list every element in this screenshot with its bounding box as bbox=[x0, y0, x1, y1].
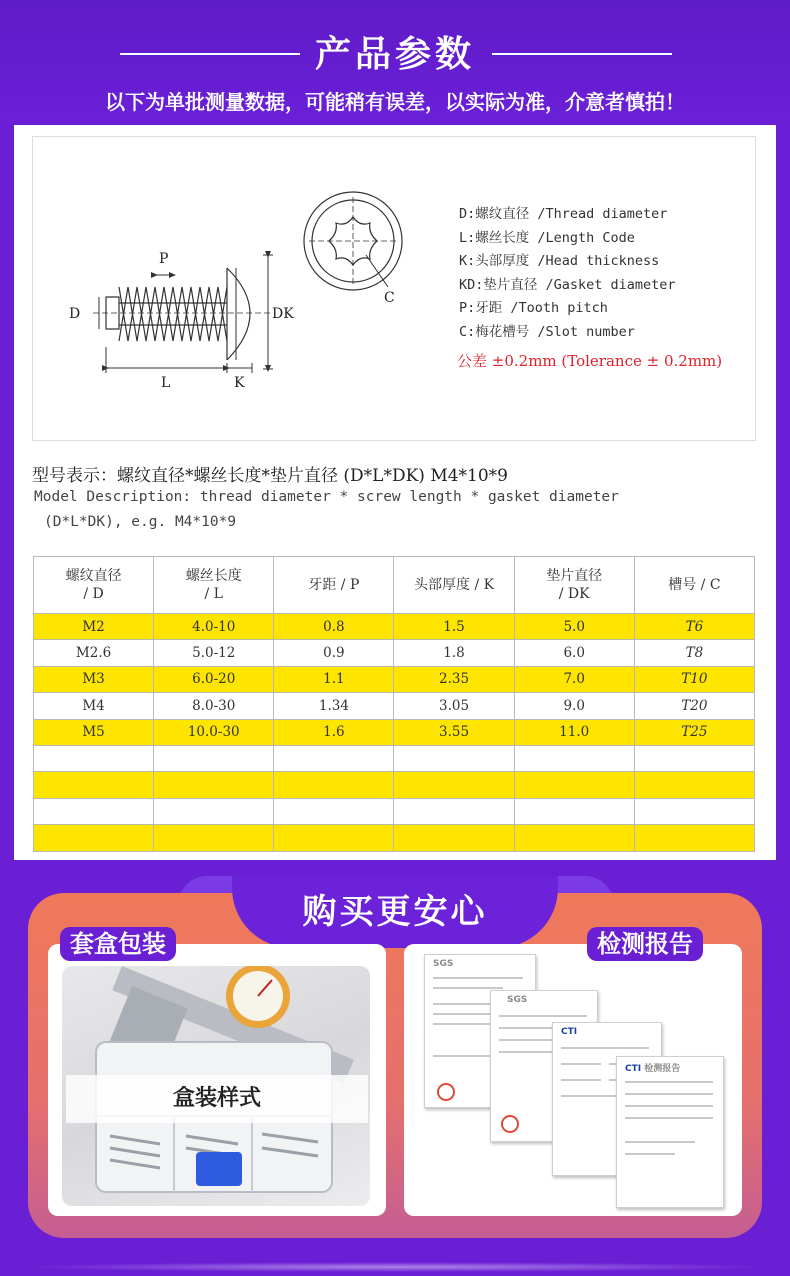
table-header-row bbox=[34, 557, 755, 614]
table-cell bbox=[154, 798, 274, 824]
doc-line bbox=[625, 1117, 713, 1119]
table-cell bbox=[154, 772, 274, 798]
table-cell: M3 bbox=[34, 666, 154, 692]
doc-line bbox=[625, 1141, 695, 1143]
col-header bbox=[514, 557, 634, 614]
header-text: 头部厚度 / K bbox=[414, 577, 495, 593]
table-cell bbox=[394, 825, 514, 851]
table-cell bbox=[34, 798, 154, 824]
doc-line bbox=[625, 1105, 713, 1107]
table-cell: 4.0-10 bbox=[154, 614, 274, 640]
spec-table bbox=[33, 556, 755, 852]
table-cell: M2.6 bbox=[34, 640, 154, 666]
doc-line bbox=[625, 1093, 713, 1095]
header-text: 螺丝长度 / L bbox=[185, 568, 242, 602]
table-cell bbox=[514, 798, 634, 824]
table-cell: M4 bbox=[34, 693, 154, 719]
report-tag: 检测报告 bbox=[587, 927, 703, 961]
table-cell bbox=[274, 772, 394, 798]
table-cell bbox=[154, 825, 274, 851]
table-cell bbox=[34, 745, 154, 771]
label-p: P bbox=[159, 251, 169, 267]
table-cell: 0.9 bbox=[274, 640, 394, 666]
table-cell: 5.0-12 bbox=[154, 640, 274, 666]
model-description-en: Model Description: thread diameter * screw length * gasket diameter bbox=[34, 489, 619, 505]
table-row bbox=[34, 798, 755, 824]
table-cell bbox=[274, 798, 394, 824]
table-cell: 7.0 bbox=[514, 666, 634, 692]
sgs-logo: SGS bbox=[433, 959, 454, 969]
table-cell bbox=[34, 772, 154, 798]
doc-title: 检测报告 bbox=[644, 1064, 681, 1074]
table-cell bbox=[514, 745, 634, 771]
screw-diagram bbox=[32, 136, 756, 441]
model-description-cn: 型号表示：螺纹直径*螺丝长度*垫片直径 (D*L*DK) M4*10*9 bbox=[32, 466, 508, 486]
col-header bbox=[34, 557, 154, 614]
legend-item: C:梅花槽号 /Slot number bbox=[459, 323, 635, 340]
table-cell: 1.8 bbox=[394, 640, 514, 666]
table-cell: 0.8 bbox=[274, 614, 394, 640]
header-text: 槽号 / C bbox=[668, 577, 721, 593]
doc-line bbox=[625, 1153, 675, 1155]
table-row bbox=[34, 614, 755, 640]
table-cell: 1.34 bbox=[274, 693, 394, 719]
table-cell: 1.1 bbox=[274, 666, 394, 692]
table-cell: 1.6 bbox=[274, 719, 394, 745]
sgs-logo: SGS bbox=[507, 995, 528, 1005]
table-cell: 6.0-20 bbox=[154, 666, 274, 692]
table-cell bbox=[514, 772, 634, 798]
table-cell: 1.5 bbox=[394, 614, 514, 640]
table-cell: T8 bbox=[634, 640, 754, 666]
table-cell bbox=[634, 772, 754, 798]
legend-item: P:牙距 /Tooth pitch bbox=[459, 300, 608, 316]
table-cell: T10 bbox=[634, 666, 754, 692]
table-row bbox=[34, 666, 755, 692]
cti-logo-text: CTI bbox=[625, 1064, 642, 1074]
doc-line bbox=[433, 1055, 493, 1057]
label-c: C bbox=[384, 290, 395, 306]
table-cell: 2.35 bbox=[394, 666, 514, 692]
table-cell bbox=[274, 825, 394, 851]
legend-item: K:头部厚度 /Head thickness bbox=[459, 253, 660, 269]
table-cell: M5 bbox=[34, 719, 154, 745]
col-header bbox=[154, 557, 274, 614]
cti-logo bbox=[561, 1027, 577, 1037]
table-row bbox=[34, 719, 755, 745]
bottom-shadow bbox=[20, 1262, 770, 1272]
table-row bbox=[34, 825, 755, 851]
table-row bbox=[34, 640, 755, 666]
table-cell: 6.0 bbox=[514, 640, 634, 666]
doc-line bbox=[561, 1079, 601, 1081]
header bbox=[0, 0, 790, 125]
header-text: 垫片直径 / DK bbox=[546, 568, 603, 602]
buy-banner-title: 购买更安心 bbox=[302, 892, 488, 932]
table-row bbox=[34, 745, 755, 771]
label-dk: DK bbox=[272, 306, 294, 322]
doc-line bbox=[433, 977, 523, 979]
table-cell: T6 bbox=[634, 614, 754, 640]
box-caption: 盒装样式 bbox=[66, 1075, 368, 1123]
table-cell: 3.55 bbox=[394, 719, 514, 745]
l-k-dimension bbox=[106, 347, 252, 373]
table-cell bbox=[634, 745, 754, 771]
content-area bbox=[14, 125, 776, 860]
doc-line bbox=[499, 1051, 559, 1053]
table-cell bbox=[634, 798, 754, 824]
header-text: 螺纹直径 / D bbox=[65, 568, 122, 602]
doc-line bbox=[625, 1081, 713, 1083]
report-doc bbox=[616, 1056, 724, 1208]
table-cell: T25 bbox=[634, 719, 754, 745]
legend-item: L:螺丝长度 /Length Code bbox=[459, 229, 635, 246]
table-cell: 8.0-30 bbox=[154, 693, 274, 719]
doc-line bbox=[499, 1015, 587, 1017]
table-cell: 5.0 bbox=[514, 614, 634, 640]
col-header bbox=[634, 557, 754, 614]
table-cell: 10.0-30 bbox=[154, 719, 274, 745]
header-text: 牙距 / P bbox=[308, 577, 360, 593]
legend-item: KD:垫片直径 /Gasket diameter bbox=[459, 276, 676, 293]
table-cell: 11.0 bbox=[514, 719, 634, 745]
col-header bbox=[274, 557, 394, 614]
legend-item: D:螺纹直径 /Thread diameter bbox=[459, 206, 668, 222]
table-row bbox=[34, 772, 755, 798]
screw-side-view bbox=[93, 268, 273, 360]
cti-logo-text: CTI bbox=[561, 1027, 578, 1037]
table-cell: 3.05 bbox=[394, 693, 514, 719]
page-title: 产品参数 bbox=[314, 34, 475, 75]
table-row bbox=[34, 693, 755, 719]
table-cell bbox=[154, 745, 274, 771]
stamp-icon bbox=[501, 1115, 519, 1133]
doc-line bbox=[561, 1063, 601, 1065]
table-cell bbox=[274, 745, 394, 771]
label-d: D bbox=[69, 306, 81, 322]
table-cell bbox=[394, 798, 514, 824]
page-subtitle: 以下为单批测量数据，可能稍有误差，以实际为准，介意者慎拍！ bbox=[105, 90, 685, 114]
packaging-tag: 套盒包装 bbox=[60, 927, 176, 961]
table-cell bbox=[634, 825, 754, 851]
doc-line bbox=[561, 1047, 649, 1049]
table-cell bbox=[394, 772, 514, 798]
table-cell bbox=[394, 745, 514, 771]
model-example: (D*L*DK), e.g. M4*10*9 bbox=[44, 514, 237, 530]
table-cell: 9.0 bbox=[514, 693, 634, 719]
table-cell bbox=[34, 825, 154, 851]
cti-report-header bbox=[625, 1061, 680, 1074]
table-cell bbox=[514, 825, 634, 851]
table-cell: T20 bbox=[634, 693, 754, 719]
diagram-legend bbox=[459, 203, 676, 344]
tolerance-note: 公差 ±0.2mm (Tolerance ± 0.2mm) bbox=[457, 352, 723, 370]
col-header bbox=[394, 557, 514, 614]
stamp-icon bbox=[437, 1083, 455, 1101]
screw-top-view bbox=[304, 192, 402, 290]
label-l: L bbox=[161, 375, 171, 391]
label-k: K bbox=[234, 375, 245, 391]
table-cell: M2 bbox=[34, 614, 154, 640]
doc-line bbox=[433, 987, 503, 989]
